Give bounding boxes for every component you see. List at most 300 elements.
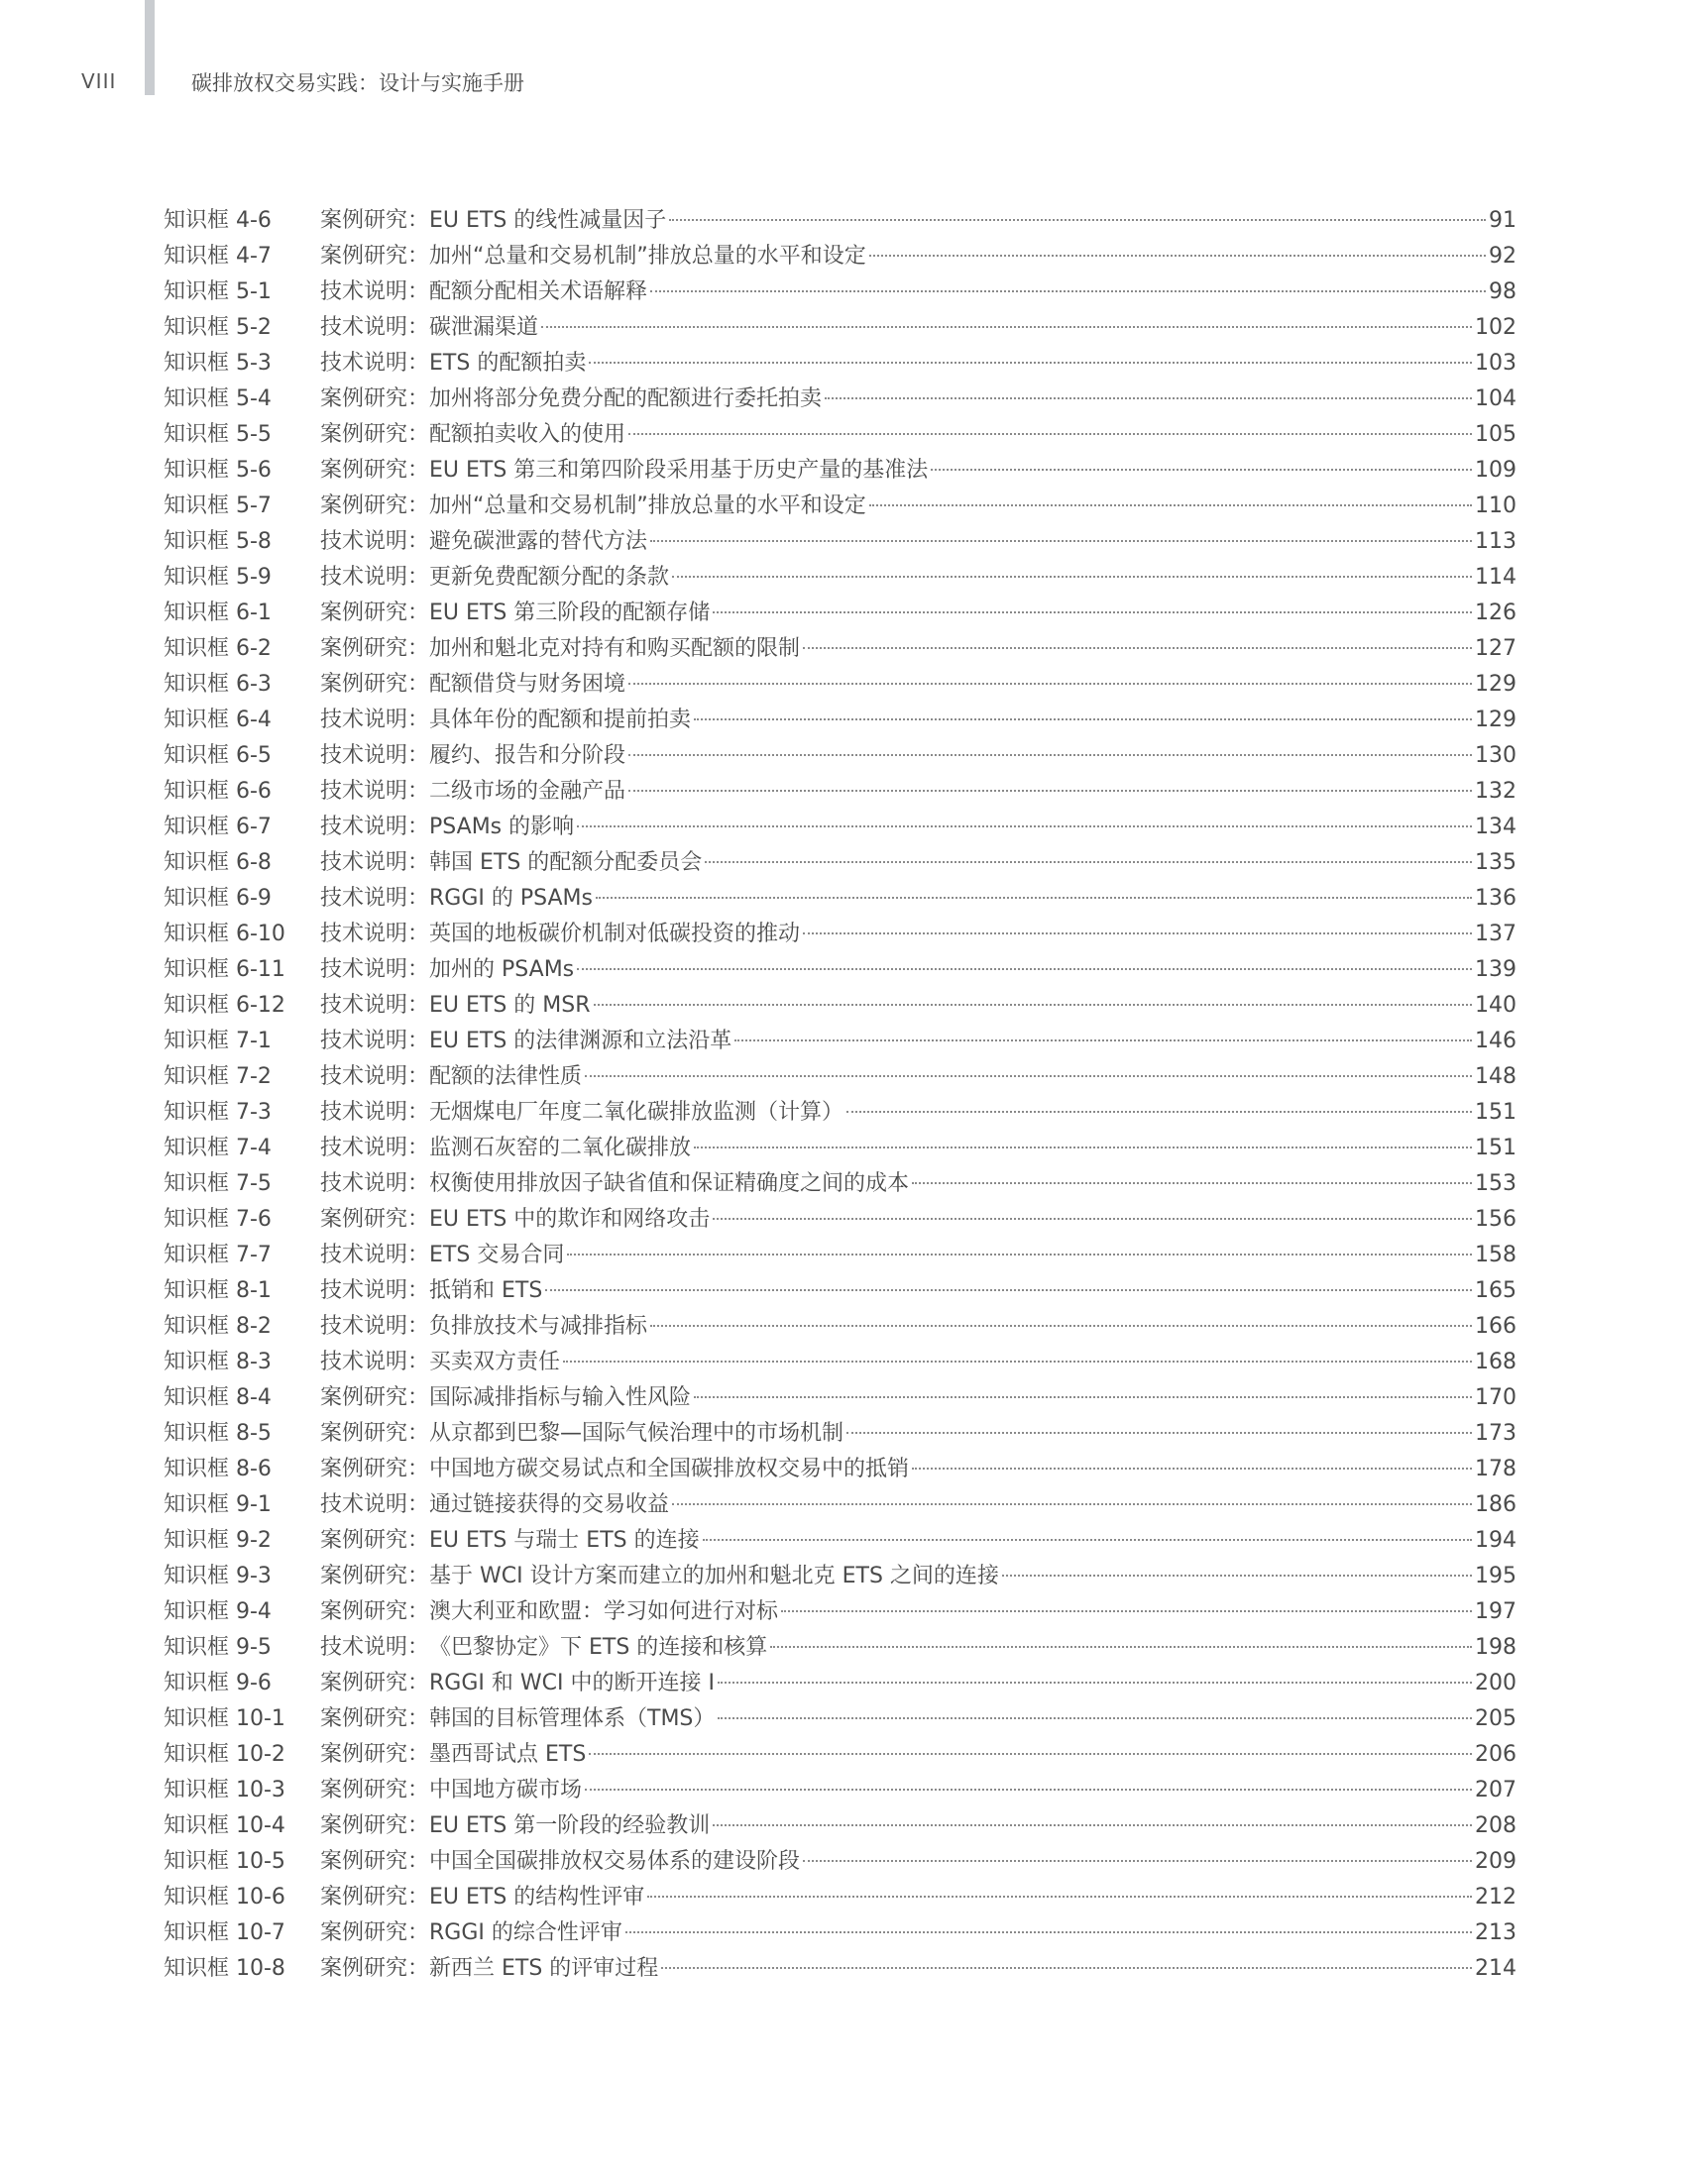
toc-category: 案例研究： — [320, 493, 430, 518]
toc-dot-leader — [589, 361, 1472, 364]
toc-dot-leader — [625, 1930, 1472, 1933]
toc-page-number: 129 — [1475, 672, 1516, 697]
toc-page-number: 200 — [1475, 1671, 1516, 1695]
toc-box-id: 知识框 5-1 — [164, 279, 272, 304]
toc-category: 案例研究： — [320, 208, 430, 233]
toc-title: 墨西哥试点 ETS — [429, 1742, 587, 1767]
toc-title: 英国的地板碳价机制对低碳投资的推动 — [429, 922, 801, 946]
toc-page-number: 102 — [1475, 315, 1516, 340]
toc-title: 中国地方碳市场 — [429, 1778, 583, 1802]
toc-title: 抵销和 ETS — [429, 1278, 543, 1303]
toc-page-number: 158 — [1475, 1243, 1516, 1267]
toc-entry[interactable] — [164, 1880, 1516, 1915]
toc-page-number: 151 — [1475, 1100, 1516, 1125]
header-accent-bar — [145, 0, 155, 95]
toc-dot-leader — [669, 218, 1486, 221]
toc-category: 技术说明： — [320, 993, 430, 1018]
toc-entry[interactable] — [164, 1238, 1516, 1273]
toc-title: 碳泄漏渠道 — [429, 315, 539, 340]
toc-entry[interactable] — [164, 1487, 1516, 1523]
toc-category: 技术说明： — [320, 1278, 430, 1303]
toc-box-id: 知识框 7-4 — [164, 1136, 272, 1160]
toc-box-id: 知识框 7-5 — [164, 1171, 272, 1196]
toc-entry[interactable] — [164, 1095, 1516, 1131]
toc-category: 技术说明： — [320, 922, 430, 946]
toc-box-id: 知识框 9-4 — [164, 1599, 272, 1624]
toc-entry[interactable] — [164, 703, 1516, 738]
toc-title: 新西兰 ETS 的评审过程 — [429, 1956, 659, 1981]
toc-title: 韩国的目标管理体系（TMS） — [429, 1706, 716, 1731]
toc-entry[interactable] — [164, 631, 1516, 667]
toc-box-id: 知识框 6-12 — [164, 993, 285, 1018]
toc-dot-leader — [694, 1395, 1472, 1398]
toc-box-id: 知识框 9-3 — [164, 1564, 272, 1588]
toc-box-id: 知识框 8-1 — [164, 1278, 272, 1303]
toc-page-number: 114 — [1475, 565, 1516, 590]
toc-dot-leader — [596, 896, 1472, 899]
toc-box-id: 知识框 6-5 — [164, 743, 272, 768]
toc-page-number: 195 — [1475, 1564, 1516, 1588]
toc-page-number: 109 — [1475, 458, 1516, 483]
toc-title: 澳大利亚和欧盟：学习如何进行对标 — [429, 1599, 779, 1624]
toc-title: 负排放技术与减排指标 — [429, 1314, 648, 1339]
toc-page-number: 139 — [1475, 957, 1516, 982]
toc-box-id: 知识框 7-1 — [164, 1029, 272, 1053]
toc-box-id: 知识框 8-4 — [164, 1385, 272, 1410]
toc-category: 技术说明： — [320, 1243, 430, 1267]
toc-entry[interactable] — [164, 1951, 1516, 1987]
toc-page-number: 166 — [1475, 1314, 1516, 1339]
toc-dot-leader — [846, 1431, 1472, 1434]
toc-entry[interactable] — [164, 810, 1516, 845]
toc-dot-leader — [650, 1324, 1472, 1327]
toc-page-number: 178 — [1475, 1457, 1516, 1481]
toc-box-id: 知识框 4-6 — [164, 208, 272, 233]
toc-category: 技术说明： — [320, 1635, 430, 1660]
toc-entry[interactable] — [164, 1024, 1516, 1059]
toc-dot-leader — [594, 1003, 1472, 1006]
toc-box-id: 知识框 6-10 — [164, 922, 285, 946]
toc-box-id: 知识框 9-5 — [164, 1635, 272, 1660]
toc-dot-leader — [694, 717, 1472, 720]
toc-entry[interactable] — [164, 596, 1516, 631]
toc-box-id: 知识框 4-7 — [164, 244, 272, 269]
toc-page-number: 136 — [1475, 886, 1516, 911]
toc-page-number: 153 — [1475, 1171, 1516, 1196]
toc-dot-leader — [718, 1681, 1472, 1684]
toc-dot-leader — [713, 1217, 1472, 1220]
toc-entry[interactable] — [164, 1915, 1516, 1951]
toc-category: 技术说明： — [320, 1492, 430, 1517]
toc-dot-leader — [541, 325, 1472, 328]
toc-title: 二级市场的金融产品 — [429, 779, 626, 804]
toc-category: 技术说明： — [320, 351, 430, 376]
toc-title: 监测石灰窑的二氧化碳排放 — [429, 1136, 692, 1160]
toc-page-number: 126 — [1475, 601, 1516, 625]
toc-box-id: 知识框 10-5 — [164, 1849, 285, 1874]
toc-entry[interactable] — [164, 1844, 1516, 1880]
toc-entry[interactable] — [164, 1131, 1516, 1166]
toc-category: 案例研究： — [320, 672, 430, 697]
toc-box-id: 知识框 10-8 — [164, 1956, 285, 1981]
toc-entry[interactable] — [164, 310, 1516, 346]
toc-dot-leader — [661, 1966, 1472, 1969]
toc-entry[interactable] — [164, 1059, 1516, 1095]
toc-entry[interactable] — [164, 1345, 1516, 1380]
toc-title: 更新免费配额分配的条款 — [429, 565, 670, 590]
toc-category: 案例研究： — [320, 1528, 430, 1553]
toc-page-number: 207 — [1475, 1778, 1516, 1802]
toc-category: 案例研究： — [320, 1813, 430, 1838]
toc-title: 权衡使用排放因子缺省值和保证精确度之间的成本 — [429, 1171, 910, 1196]
toc-page-number: 173 — [1475, 1421, 1516, 1446]
toc-page-number: 213 — [1475, 1920, 1516, 1945]
toc-category: 技术说明： — [320, 279, 430, 304]
toc-category: 案例研究： — [320, 458, 430, 483]
toc-box-id: 知识框 6-3 — [164, 672, 272, 697]
toc-page-number: 98 — [1489, 279, 1516, 304]
toc-category: 技术说明： — [320, 850, 430, 875]
toc-dot-leader — [703, 1538, 1472, 1541]
toc-page-number: 132 — [1475, 779, 1516, 804]
toc-category: 案例研究： — [320, 422, 430, 447]
toc-box-id: 知识框 6-6 — [164, 779, 272, 804]
toc-entry[interactable] — [164, 1630, 1516, 1666]
toc-dot-leader — [1002, 1574, 1472, 1577]
toc-category: 技术说明： — [320, 565, 430, 590]
toc-entry[interactable] — [164, 1808, 1516, 1844]
toc-page-number: 208 — [1475, 1813, 1516, 1838]
toc-title: 从京都到巴黎—国际气候治理中的市场机制 — [429, 1421, 844, 1446]
toc-dot-leader — [869, 254, 1486, 257]
toc-box-id: 知识框 7-3 — [164, 1100, 272, 1125]
toc-title: 履约、报告和分阶段 — [429, 743, 626, 768]
toc-title: 加州“总量和交易机制”排放总量的水平和设定 — [429, 244, 866, 269]
toc-category: 案例研究： — [320, 1207, 430, 1232]
toc-entry[interactable] — [164, 274, 1516, 310]
toc-box-id: 知识框 6-1 — [164, 601, 272, 625]
toc-page-number: 104 — [1475, 386, 1516, 411]
toc-box-id: 知识框 7-7 — [164, 1243, 272, 1267]
toc-title: EU ETS 的法律渊源和立法沿革 — [429, 1029, 732, 1053]
toc-title: EU ETS 与瑞士 ETS 的连接 — [429, 1528, 700, 1553]
toc-dot-leader — [912, 1181, 1472, 1184]
toc-title: 国际减排指标与输入性风险 — [429, 1385, 692, 1410]
toc-page-number: 148 — [1475, 1064, 1516, 1089]
toc-entry[interactable] — [164, 1452, 1516, 1487]
toc-title: 加州和魁北克对持有和购买配额的限制 — [429, 636, 801, 661]
toc-entry[interactable] — [164, 1202, 1516, 1238]
toc-category: 技术说明： — [320, 1171, 430, 1196]
toc-entry[interactable] — [164, 203, 1516, 239]
toc-box-id: 知识框 7-2 — [164, 1064, 272, 1089]
toc-title: PSAMs 的影响 — [429, 815, 575, 839]
toc-entry[interactable] — [164, 952, 1516, 988]
toc-title: EU ETS 第三和第四阶段采用基于历史产量的基准法 — [429, 458, 929, 483]
toc-title: ETS 的配额拍卖 — [429, 351, 587, 376]
toc-page-number: 130 — [1475, 743, 1516, 768]
toc-title: EU ETS 第三阶段的配额存储 — [429, 601, 711, 625]
toc-entry[interactable] — [164, 453, 1516, 489]
toc-entry[interactable] — [164, 1416, 1516, 1452]
toc-dot-leader — [628, 789, 1472, 792]
toc-title: 配额借贷与财务困境 — [429, 672, 626, 697]
toc-box-id: 知识框 5-6 — [164, 458, 272, 483]
toc-box-id: 知识框 6-9 — [164, 886, 272, 911]
toc-dot-leader — [585, 1074, 1472, 1077]
toc-dot-leader — [628, 432, 1472, 435]
toc-page-number: 135 — [1475, 850, 1516, 875]
toc-page-number: 214 — [1475, 1956, 1516, 1981]
toc-title: 配额的法律性质 — [429, 1064, 583, 1089]
toc-page-number: 168 — [1475, 1350, 1516, 1374]
toc-box-id: 知识框 6-2 — [164, 636, 272, 661]
toc-title: ETS 交易合同 — [429, 1243, 565, 1267]
toc-box-id: 知识框 5-8 — [164, 529, 272, 554]
toc-dot-leader — [718, 1716, 1472, 1719]
toc-box-id: 知识框 6-4 — [164, 708, 272, 732]
toc-entry[interactable] — [164, 1309, 1516, 1345]
toc-title: 配额分配相关术语解释 — [429, 279, 648, 304]
toc-dot-leader — [912, 1467, 1472, 1470]
toc-category: 案例研究： — [320, 1956, 430, 1981]
toc-dot-leader — [803, 646, 1472, 649]
toc-dot-leader — [713, 1823, 1472, 1826]
toc-category: 案例研究： — [320, 1849, 430, 1874]
toc-dot-leader — [803, 931, 1472, 934]
toc-title: 通过链接获得的交易收益 — [429, 1492, 670, 1517]
toc-category: 案例研究： — [320, 1385, 430, 1410]
toc-entry[interactable] — [164, 382, 1516, 417]
toc-title: 买卖双方责任 — [429, 1350, 561, 1374]
toc-category: 技术说明： — [320, 886, 430, 911]
toc-page-number: 134 — [1475, 815, 1516, 839]
toc-page-number: 194 — [1475, 1528, 1516, 1553]
toc-entry[interactable] — [164, 489, 1516, 524]
toc-entry[interactable] — [164, 524, 1516, 560]
toc-category: 案例研究： — [320, 1920, 430, 1945]
toc-dot-leader — [650, 289, 1486, 292]
toc-page-number: 113 — [1475, 529, 1516, 554]
toc-dot-leader — [770, 1645, 1472, 1648]
toc-title: 加州将部分免费分配的配额进行委托拍卖 — [429, 386, 823, 411]
toc-entry[interactable] — [164, 417, 1516, 453]
toc-title: 加州“总量和交易机制”排放总量的水平和设定 — [429, 493, 866, 518]
toc-category: 案例研究： — [320, 1564, 430, 1588]
toc-title: EU ETS 第一阶段的经验教训 — [429, 1813, 711, 1838]
toc-category: 案例研究： — [320, 244, 430, 269]
toc-category: 案例研究： — [320, 1742, 430, 1767]
toc-category: 案例研究： — [320, 386, 430, 411]
toc-dot-leader — [694, 1146, 1472, 1148]
toc-dot-leader — [672, 575, 1472, 578]
toc-dot-leader — [545, 1288, 1472, 1291]
toc-box-id: 知识框 8-6 — [164, 1457, 272, 1481]
toc-title: 避免碳泄露的替代方法 — [429, 529, 648, 554]
toc-title: EU ETS 的 MSR — [429, 993, 591, 1018]
toc-page-number: 198 — [1475, 1635, 1516, 1660]
toc-title: RGGI 的 PSAMs — [429, 886, 594, 911]
toc-box-id: 知识框 5-4 — [164, 386, 272, 411]
toc-box-id: 知识框 5-9 — [164, 565, 272, 590]
toc-category: 技术说明： — [320, 779, 430, 804]
toc-page-number: 209 — [1475, 1849, 1516, 1874]
toc-dot-leader — [567, 1253, 1472, 1256]
toc-page-number: 127 — [1475, 636, 1516, 661]
toc-entry[interactable] — [164, 1594, 1516, 1630]
toc-box-id: 知识框 5-2 — [164, 315, 272, 340]
toc-category: 技术说明： — [320, 815, 430, 839]
toc-entry[interactable] — [164, 738, 1516, 774]
toc-dot-leader — [846, 1110, 1472, 1113]
toc-entry[interactable] — [164, 1559, 1516, 1594]
toc-page-number: 140 — [1475, 993, 1516, 1018]
toc-dot-leader — [577, 967, 1472, 970]
toc-page-number: 156 — [1475, 1207, 1516, 1232]
toc-page-number: 165 — [1475, 1278, 1516, 1303]
toc-entry[interactable] — [164, 1273, 1516, 1309]
toc-box-id: 知识框 8-5 — [164, 1421, 272, 1446]
toc-dot-leader — [781, 1609, 1472, 1612]
toc-box-id: 知识框 5-7 — [164, 493, 272, 518]
toc-entry[interactable] — [164, 239, 1516, 274]
toc-page-number: 146 — [1475, 1029, 1516, 1053]
toc-entry[interactable] — [164, 667, 1516, 703]
toc-dot-leader — [563, 1360, 1472, 1363]
toc-entry[interactable] — [164, 346, 1516, 382]
toc-title: EU ETS 中的欺诈和网络攻击 — [429, 1207, 711, 1232]
toc-dot-leader — [705, 860, 1472, 863]
toc-entry[interactable] — [164, 1773, 1516, 1808]
toc-entry[interactable] — [164, 1380, 1516, 1416]
toc-entry[interactable] — [164, 1166, 1516, 1202]
toc-dot-leader — [628, 753, 1472, 756]
toc-category: 技术说明： — [320, 1100, 430, 1125]
toc-category: 案例研究： — [320, 1671, 430, 1695]
toc-dot-leader — [672, 1502, 1472, 1505]
toc-category: 技术说明： — [320, 1136, 430, 1160]
toc-title: 配额拍卖收入的使用 — [429, 422, 626, 447]
toc-page-number: 110 — [1475, 493, 1516, 518]
toc-title: 韩国 ETS 的配额分配委员会 — [429, 850, 703, 875]
toc-page-number: 129 — [1475, 708, 1516, 732]
toc-entry[interactable] — [164, 560, 1516, 596]
toc-title: 《巴黎协定》下 ETS 的连接和核算 — [429, 1635, 768, 1660]
toc-box-id: 知识框 6-8 — [164, 850, 272, 875]
toc-title: RGGI 和 WCI 中的断开连接 I — [429, 1671, 715, 1695]
toc-page-number: 103 — [1475, 351, 1516, 376]
toc-box-id: 知识框 10-7 — [164, 1920, 285, 1945]
toc-list — [164, 203, 1516, 1987]
toc-entry[interactable] — [164, 774, 1516, 810]
toc-category: 案例研究： — [320, 1706, 430, 1731]
toc-box-id: 知识框 5-3 — [164, 351, 272, 376]
toc-entry[interactable] — [164, 881, 1516, 917]
toc-dot-leader — [589, 1752, 1472, 1755]
toc-title: EU ETS 的结构性评审 — [429, 1885, 645, 1910]
toc-entry[interactable] — [164, 845, 1516, 881]
toc-category: 技术说明： — [320, 743, 430, 768]
toc-category: 技术说明： — [320, 529, 430, 554]
toc-category: 案例研究： — [320, 1885, 430, 1910]
toc-entry[interactable] — [164, 1523, 1516, 1559]
toc-title: 加州的 PSAMs — [429, 957, 575, 982]
toc-page-number: 137 — [1475, 922, 1516, 946]
toc-title: 具体年份的配额和提前拍卖 — [429, 708, 692, 732]
toc-dot-leader — [650, 539, 1472, 542]
toc-page-number: 197 — [1475, 1599, 1516, 1624]
toc-dot-leader — [577, 824, 1472, 827]
toc-title: 中国地方碳交易试点和全国碳排放权交易中的抵销 — [429, 1457, 910, 1481]
toc-entry[interactable] — [164, 917, 1516, 952]
toc-title: 无烟煤电厂年度二氧化碳排放监测（计算） — [429, 1100, 844, 1125]
toc-page-number: 170 — [1475, 1385, 1516, 1410]
toc-title: 基于 WCI 设计方案而建立的加州和魁北克 ETS 之间的连接 — [429, 1564, 999, 1588]
toc-entry[interactable] — [164, 1666, 1516, 1701]
toc-box-id: 知识框 10-1 — [164, 1706, 285, 1731]
toc-box-id: 知识框 10-3 — [164, 1778, 285, 1802]
toc-title: RGGI 的综合性评审 — [429, 1920, 622, 1945]
toc-box-id: 知识框 10-4 — [164, 1813, 285, 1838]
toc-category: 案例研究： — [320, 601, 430, 625]
toc-box-id: 知识框 9-1 — [164, 1492, 272, 1517]
toc-page-number: 205 — [1475, 1706, 1516, 1731]
toc-dot-leader — [869, 503, 1472, 506]
toc-dot-leader — [803, 1859, 1472, 1862]
toc-entry[interactable] — [164, 988, 1516, 1024]
page-number: VIII — [81, 69, 117, 93]
toc-page-number: 151 — [1475, 1136, 1516, 1160]
toc-category: 技术说明： — [320, 1314, 430, 1339]
toc-title: 中国全国碳排放权交易体系的建设阶段 — [429, 1849, 801, 1874]
toc-category: 案例研究： — [320, 1778, 430, 1802]
toc-page-number: 92 — [1489, 244, 1516, 269]
toc-entry[interactable] — [164, 1701, 1516, 1737]
toc-category: 案例研究： — [320, 1421, 430, 1446]
running-title: 碳排放权交易实践：设计与实施手册 — [191, 71, 524, 95]
toc-page-number: 105 — [1475, 422, 1516, 447]
toc-category: 技术说明： — [320, 315, 430, 340]
toc-page-number: 212 — [1475, 1885, 1516, 1910]
toc-box-id: 知识框 8-3 — [164, 1350, 272, 1374]
toc-dot-leader — [628, 682, 1472, 685]
toc-box-id: 知识框 6-11 — [164, 957, 285, 982]
toc-category: 技术说明： — [320, 957, 430, 982]
toc-box-id: 知识框 8-2 — [164, 1314, 272, 1339]
toc-box-id: 知识框 6-7 — [164, 815, 272, 839]
toc-dot-leader — [734, 1038, 1472, 1041]
toc-category: 案例研究： — [320, 1457, 430, 1481]
toc-box-id: 知识框 5-5 — [164, 422, 272, 447]
toc-category: 案例研究： — [320, 636, 430, 661]
toc-entry[interactable] — [164, 1737, 1516, 1773]
toc-dot-leader — [647, 1895, 1472, 1898]
toc-box-id: 知识框 9-6 — [164, 1671, 272, 1695]
toc-title: EU ETS 的线性减量因子 — [429, 208, 667, 233]
toc-category: 技术说明： — [320, 708, 430, 732]
toc-category: 技术说明： — [320, 1064, 430, 1089]
toc-page-number: 91 — [1489, 208, 1516, 233]
toc-box-id: 知识框 10-6 — [164, 1885, 285, 1910]
toc-category: 案例研究： — [320, 1599, 430, 1624]
toc-dot-leader — [931, 468, 1472, 471]
toc-dot-leader — [713, 610, 1472, 613]
toc-box-id: 知识框 10-2 — [164, 1742, 285, 1767]
toc-dot-leader — [585, 1788, 1472, 1791]
toc-page-number: 186 — [1475, 1492, 1516, 1517]
toc-box-id: 知识框 9-2 — [164, 1528, 272, 1553]
toc-category: 技术说明： — [320, 1029, 430, 1053]
